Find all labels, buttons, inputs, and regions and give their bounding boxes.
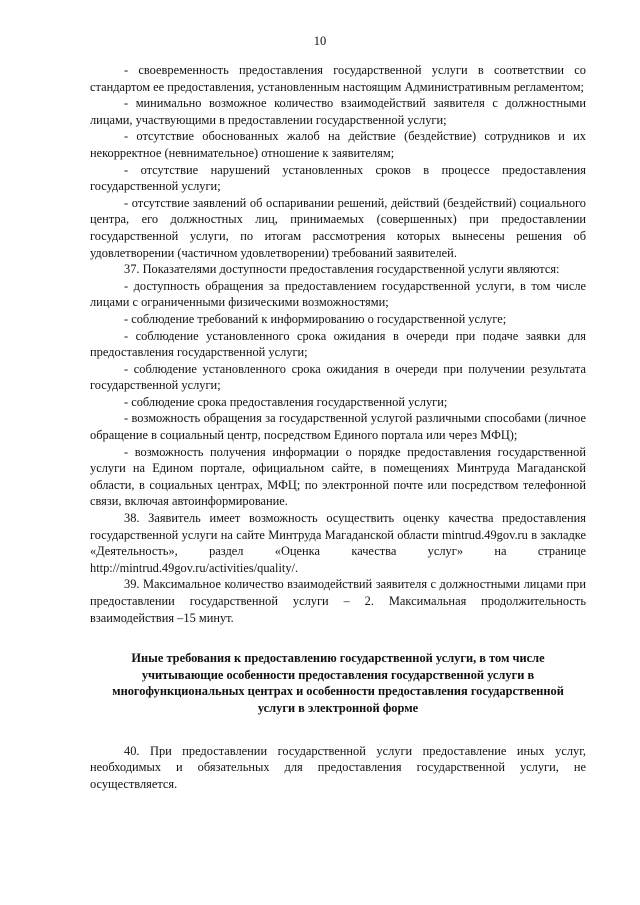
list-item: - доступность обращения за предоставлением государственной услуги, в том числе лицами с ограниченными физическими возможностями; xyxy=(90,278,586,310)
clause-38-paragraph: 38. Заявитель имеет возможность осуществить оценку качества предоставления государственной услуги на сайте Минтруда Магаданской области mintrud.49gov.ru в закладке «Деятельность», раздел «Оценка качества услуг» на странице http://mintrud.49gov.ru/activities/quality/. xyxy=(90,511,586,575)
list-item: - соблюдение требований к информированию о государственной услуге; xyxy=(124,311,507,326)
list-item: - соблюдение срока предоставления государственной услуги; xyxy=(124,394,448,409)
list-item: - возможность обращения за государственной услугой различными способами (личное обращение в социальный центр, посредством Единого портала или через МФЦ); xyxy=(90,411,586,443)
list-item: - возможность получения информации о порядке предоставления государственной услуги на Едином портале, официальном сайте, в помещениях Минтруда Магаданской области, в социальных центрах, МФЦ; по электронной почте или посредством телефонной связи, включая автоинформирование. xyxy=(90,444,586,509)
list-item: - своевременность предоставления государственной услуги в соответствии со стандартом ее предоставления, установленным настоящим Административным регламентом; xyxy=(90,63,586,94)
clause-37-paragraph: 37. Показателями доступности предоставления государственной услуги являются: xyxy=(124,262,560,277)
clause-40-paragraph: 40. При предоставлении государственной услуги предоставление иных услуг, необходимых и обязательных для предоставления государственной услуги, не осуществляется. xyxy=(90,743,586,791)
list-item: - отсутствие заявлений об оспаривании решений, действий (бездействий) социального центра, его должностных лиц, принимаемых (совершенных) при предоставлении государственной услуги, по итогам рассмотрения которых вынесены решения об удовлетворении (частичном удовлетворении) требований заявителей. xyxy=(90,195,586,260)
document-body xyxy=(90,62,586,792)
list-item: - минимально возможное количество взаимодействий заявителя с должностными лицами, участвующими в предоставлении государственной услуги; xyxy=(90,96,586,127)
list-item: - отсутствие нарушений установленных сроков в процессе предоставления государственной услуги; xyxy=(90,162,586,194)
page-number: 10 xyxy=(313,34,327,48)
section-heading: Иные требования к предоставлению государственной услуги, в том числе учитывающие особенности предоставления государственной услуги в многофункциональных центрах и особенности предоставления государственной услуги в электронной форме xyxy=(112,651,564,715)
list-item: - соблюдение установленного срока ожидания в очереди при подаче заявки для предоставления государственной услуги; xyxy=(90,328,586,360)
clause-39-paragraph: 39. Максимальное количество взаимодействий заявителя с должностными лицами при предоставлении государственной услуги – 2. Максимальная продолжительность взаимодействия –15 минут. xyxy=(90,577,586,625)
list-item: - соблюдение установленного срока ожидания в очереди при получении результата государственной услуги; xyxy=(90,361,586,393)
list-item: - отсутствие обоснованных жалоб на действие (бездействие) сотрудников и их некорректное (невнимательное) отношение к заявителям; xyxy=(90,129,586,160)
